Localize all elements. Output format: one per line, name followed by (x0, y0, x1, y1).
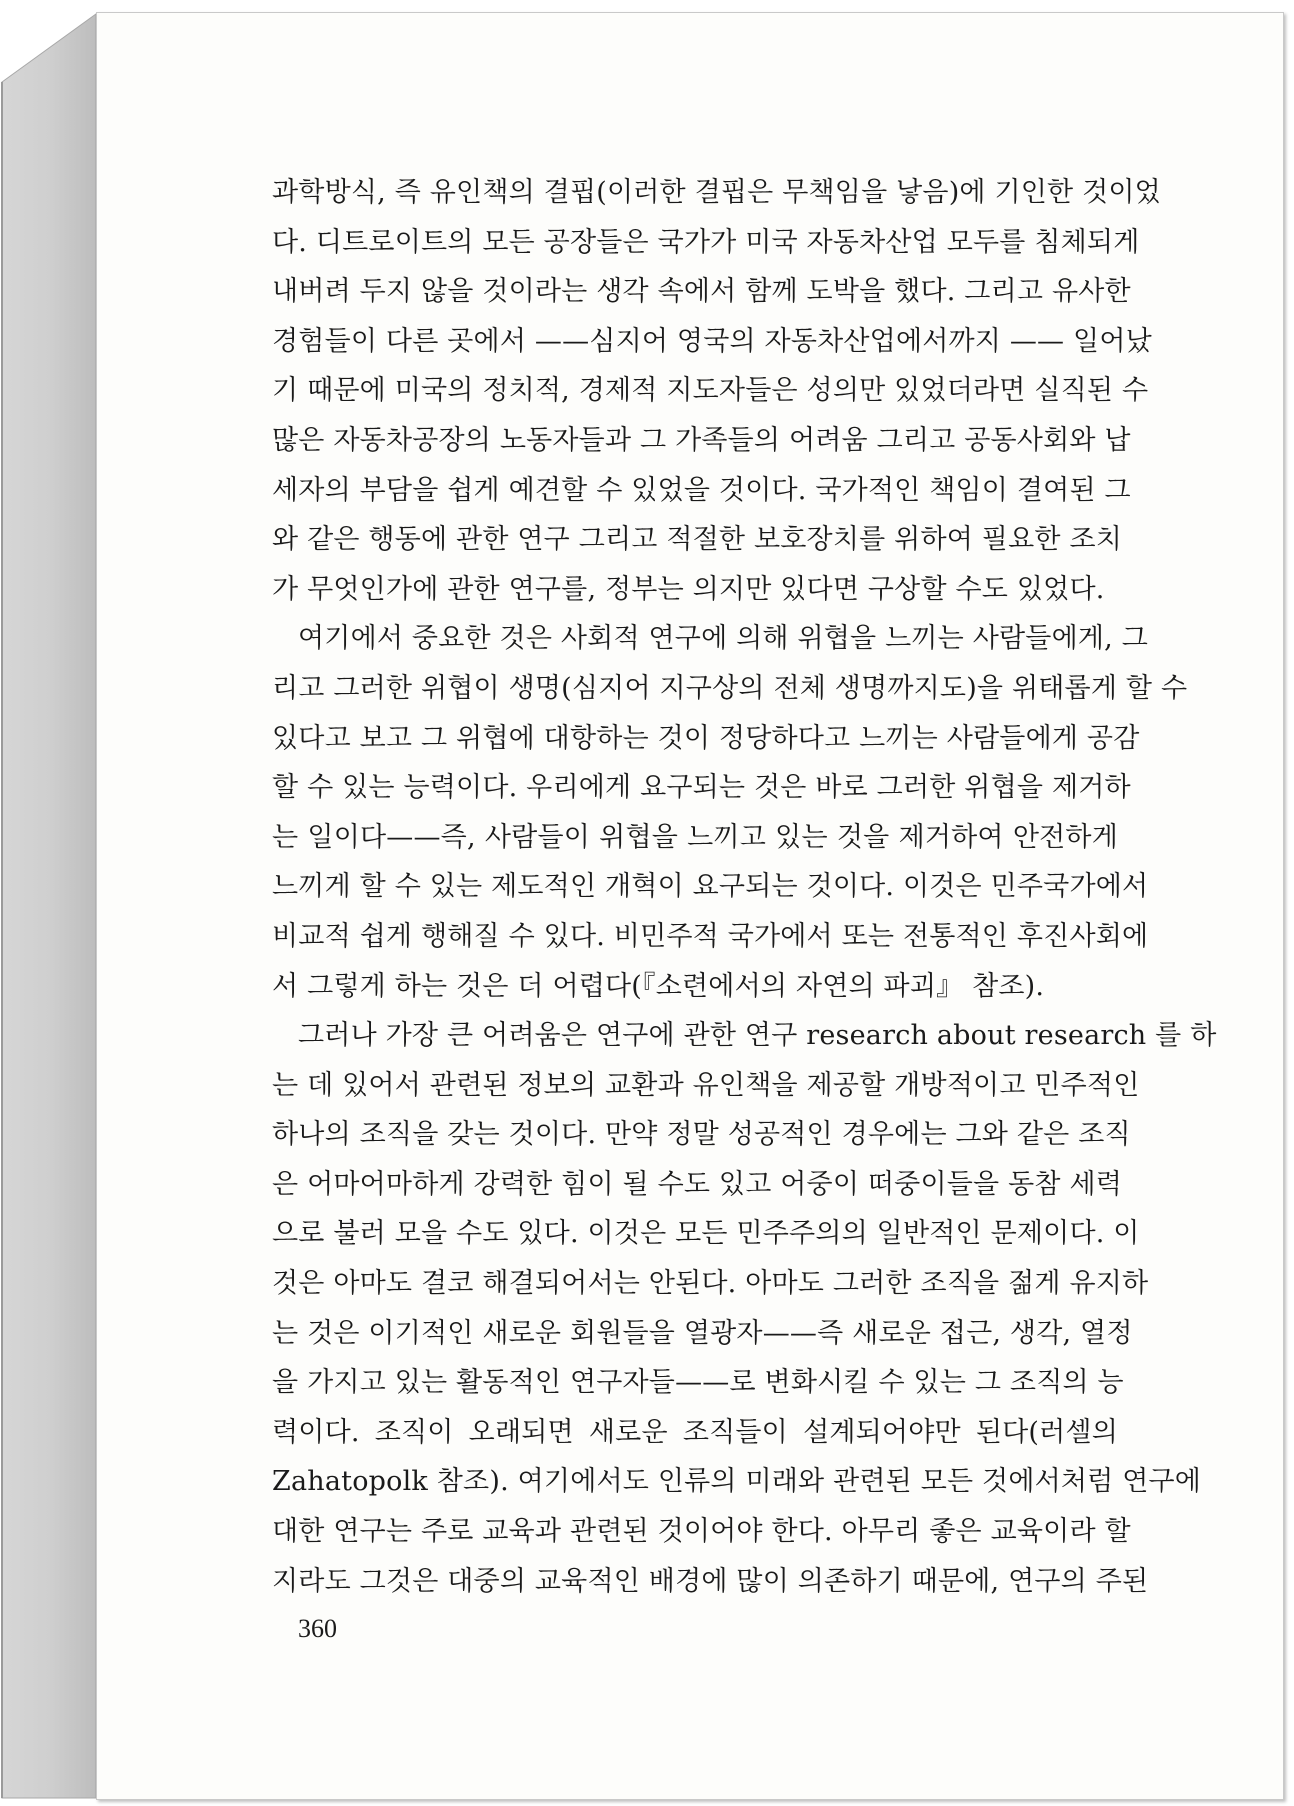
text-line: 은 어마어마하게 강력한 힘이 될 수도 있고 어중이 떠중이들을 동참 세력 (272, 1168, 1123, 1200)
text-line: 하나의 조직을 갖는 것이다. 만약 정말 성공적인 경우에는 그와 같은 조직 (272, 1119, 1131, 1151)
text-line: 세자의 부담을 쉽게 예견할 수 있었을 것이다. 국가적인 책임이 결여된 그 (272, 474, 1131, 506)
text-line: 내버려 두지 않을 것이라는 생각 속에서 함께 도박을 했다. 그리고 유사한 (272, 276, 1131, 308)
text-line: 있다고 보고 그 위협에 대항하는 것이 정당하다고 느끼는 사람들에게 공감 (272, 722, 1140, 754)
text-line: 비교적 쉽게 행해질 수 있다. 비민주적 국가에서 또는 전통적인 후진사회에 (272, 920, 1149, 952)
text-line: 과학방식, 즉 유인책의 결핍(이러한 결핍은 무책임을 낳음)에 기인한 것이었 (272, 177, 1161, 208)
text-line: 을 가지고 있는 활동적인 연구자들——로 변화시킬 수 있는 그 조직의 능 (272, 1367, 1124, 1399)
text-line: 대한 연구는 주로 교육과 관련된 것이어야 한다. 아무리 좋은 교육이라 할 (272, 1516, 1131, 1548)
text-line: 많은 자동차공장의 노동자들과 그 가족들의 어려움 그리고 공동사회와 납 (272, 424, 1131, 456)
text-line: 다. 디트로이트의 모든 공장들은 국가가 미국 자동차산업 모두를 침체되게 (272, 226, 1140, 258)
text-line: 는 일이다——즉, 사람들이 위협을 느끼고 있는 것을 제거하여 안전하게 (272, 821, 1118, 853)
text-line: 리고 그러한 위협이 생명(심지어 지구상의 전체 생명까지도)을 위태롭게 할 수 (272, 672, 1188, 704)
text-line: 기 때문에 미국의 정치적, 경제적 지도자들은 성의만 있었더라면 실직된 수 (272, 375, 1149, 407)
text-line: 으로 불러 모을 수도 있다. 이것은 모든 민주주의의 일반적인 문제이다. 이 (272, 1218, 1140, 1250)
text-line: 경험들이 다른 곳에서 ——심지어 영국의 자동차산업에서까지 —— 일어났 (272, 325, 1152, 357)
text-line: 와 같은 행동에 관한 연구 그리고 적절한 보호장치를 위하여 필요한 조치 (272, 524, 1123, 556)
text-line: 그러나 가장 큰 어려움은 연구에 관한 연구 research about research 를 하 (298, 1020, 1217, 1052)
text-line: 지라도 그것은 대중의 교육적인 배경에 많이 의존하기 때문에, 연구의 주된 (272, 1565, 1149, 1597)
page-number: 360 (298, 1614, 337, 1643)
text-line: 가 무엇인가에 관한 연구를, 정부는 의지만 있다면 구상할 수도 있었다. (272, 573, 1105, 605)
text-line: 는 데 있어서 관련된 정보의 교환과 유인책을 제공할 개방적이고 민주적인 (272, 1069, 1140, 1101)
text-line: 것은 아마도 결코 해결되어서는 안된다. 아마도 그러한 조직을 젊게 유지하 (272, 1268, 1149, 1300)
body-text (272, 168, 1217, 1606)
text-line: 할 수 있는 능력이다. 우리에게 요구되는 것은 바로 그러한 위협을 제거하 (272, 772, 1131, 804)
text-line: Zahatopolk 참조). 여기에서도 인류의 미래와 관련된 모든 것에서처럼 연구에 (272, 1466, 1202, 1498)
text-line: 서 그렇게 하는 것은 더 어렵다(『소련에서의 자연의 파괴』 참조). (272, 970, 1045, 1002)
text-line: 력이다. 조직이 오래되면 새로운 조직들이 설계되어야만 된다(러셀의 (272, 1416, 1118, 1448)
text-line: 느끼게 할 수 있는 제도적인 개혁이 요구되는 것이다. 이것은 민주국가에서 (272, 871, 1149, 903)
text-line: 는 것은 이기적인 새로운 회원들을 열광자——즉 새로운 접근, 생각, 열정 (272, 1317, 1133, 1349)
text-line: 여기에서 중요한 것은 사회적 연구에 의해 위협을 느끼는 사람들에게, 그 (298, 623, 1149, 655)
